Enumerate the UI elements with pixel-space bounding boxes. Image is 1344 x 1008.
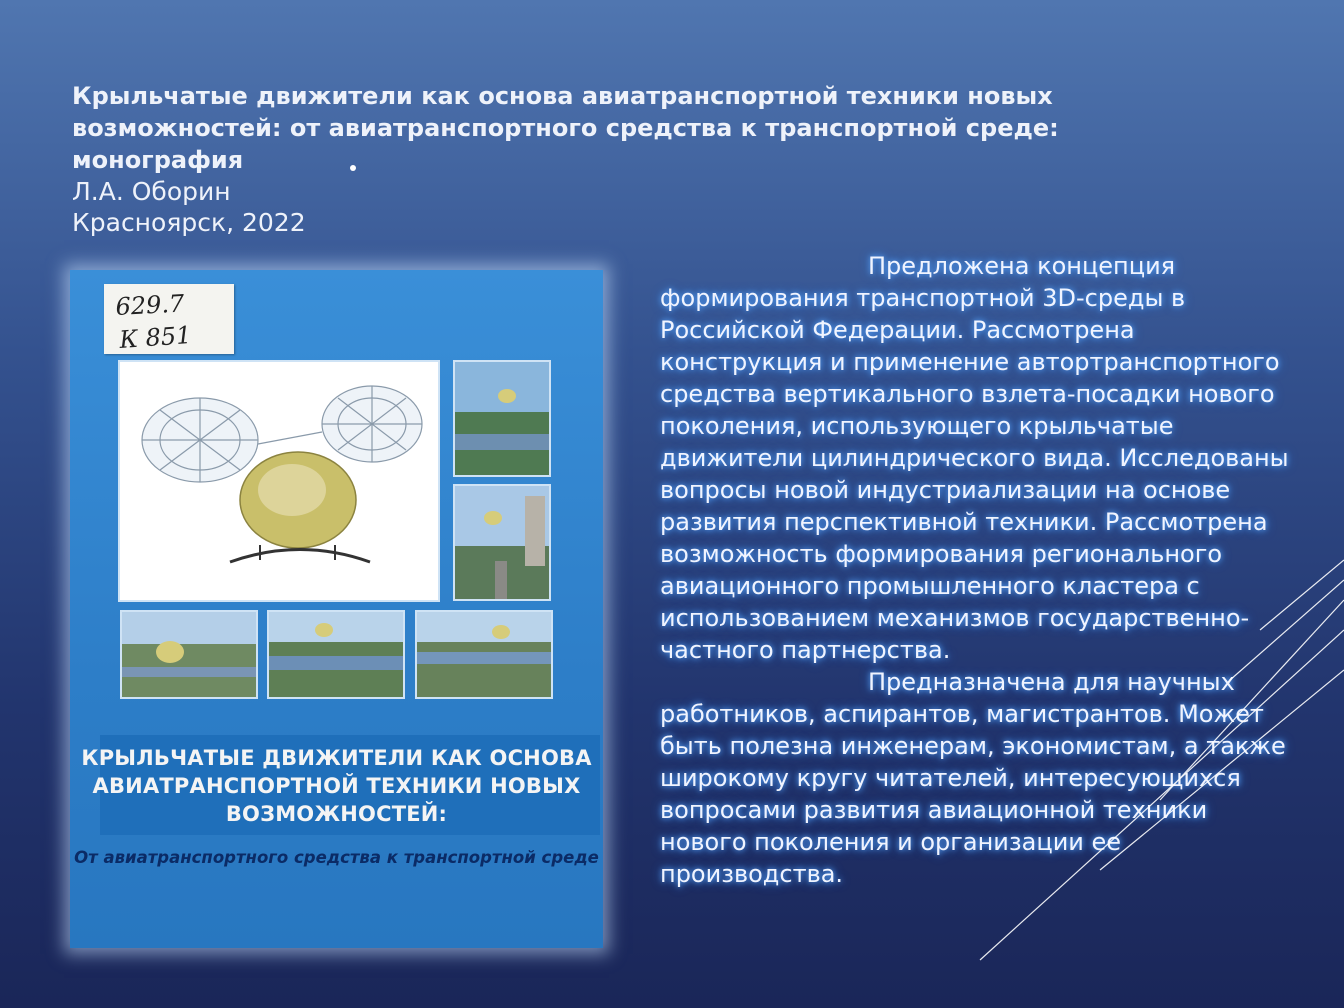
photo-thumbnail <box>120 610 258 699</box>
book-title: Крыльчатые движители как основа авиатранспортной техники новых возможностей: от авиатранспортного средства к транспортной среде: монография <box>72 82 1059 174</box>
shelf-code-line1: 629.7 <box>114 289 185 321</box>
shelf-code-svg <box>104 284 234 354</box>
photo-thumbnail <box>453 484 551 601</box>
decorative-lines <box>960 540 1344 970</box>
vehicle-illustration <box>118 360 440 602</box>
description-paragraph-2: Предназначена для научных работников, аспирантов, магистрантов. Может быть полезна инженерам, экономистам, а также широкому кругу читателей, интересующихся вопросами развития авиационной техники нового поколения и организации ее производства. <box>660 668 1286 888</box>
cover-title: КРЫЛЬЧАТЫЕ ДВИЖИТЕЛИ КАК ОСНОВА АВИАТРАНСПОРТНОЙ ТЕХНИКИ НОВЫХ ВОЗМОЖНОСТЕЙ: <box>81 746 592 826</box>
book-cover-image <box>70 270 603 948</box>
cover-subtitle: От авиатранспортного средства к транспортной среде <box>74 848 599 867</box>
shelf-code-line2: К 851 <box>118 321 193 354</box>
book-header <box>72 80 1192 238</box>
library-shelf-sticker <box>104 284 234 354</box>
photo-thumbnail <box>415 610 553 699</box>
photo-thumbnail <box>453 360 551 477</box>
book-place-year: Красноярск, 2022 <box>72 208 306 237</box>
photo-thumbnail <box>267 610 405 699</box>
book-author: Л.А. Оборин <box>72 177 231 206</box>
bullet-dot <box>350 165 356 171</box>
description-paragraph-1: Предложена концепция формирования транспортной 3D-среды в Российской Федерации. Рассмотрена конструкция и применение автортранспортного средства вертикального взлета-посадки нового поколения, использующего крыльчатые движители цилиндрического вида. Исследованы вопросы новой индустриализации на основе развития перспективной техники. Рассмотрена возможность формирования регионального авиационного промышленного кластера с использованием механизмов государственно-частного партнерства. <box>660 252 1289 664</box>
